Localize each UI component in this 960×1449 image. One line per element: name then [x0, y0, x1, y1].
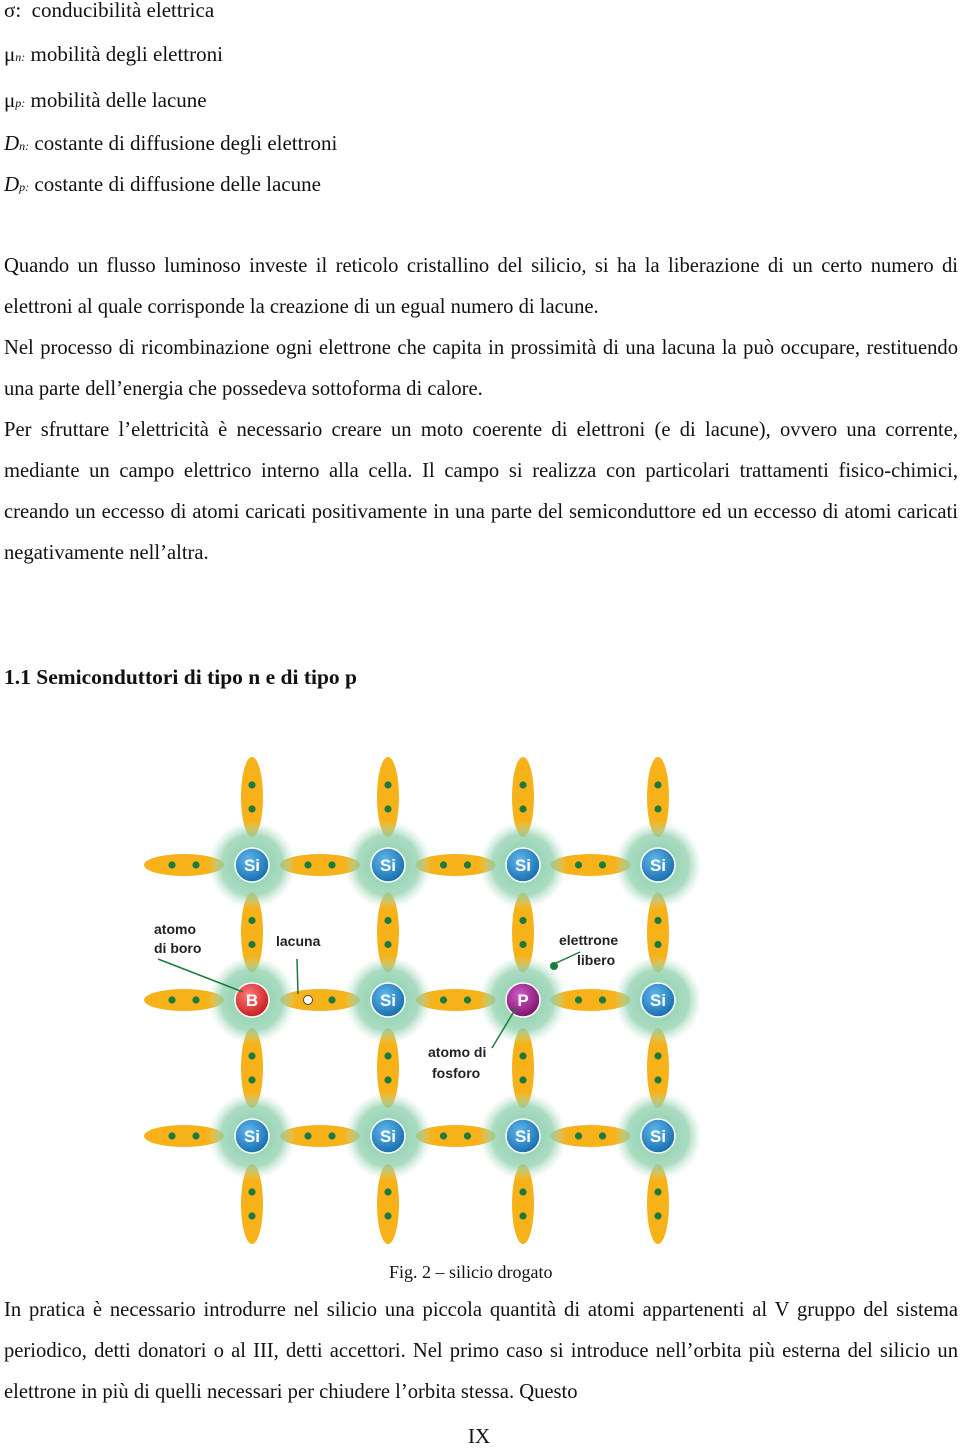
silicon-atom-label: Si: [649, 1127, 667, 1146]
bond-electron: [654, 1076, 661, 1083]
silicon-atom-label: Si: [514, 856, 532, 875]
bond-electron: [654, 941, 661, 948]
symbol-subscript: n:: [19, 139, 30, 153]
symbol: D: [4, 131, 20, 155]
bond-electron: [519, 917, 526, 924]
definition-text: mobilità degli elettroni: [30, 42, 223, 66]
symbol-subscript: p:: [15, 96, 26, 110]
page-number: IX: [468, 1424, 491, 1448]
figure-caption: Fig. 2 – silicio drogato: [389, 1262, 553, 1282]
bond-electron: [654, 1212, 661, 1219]
bond-electron: [519, 941, 526, 948]
section-heading: 1.1 Semiconduttori di tipo n e di tipo p: [4, 665, 358, 689]
bond-electron: [248, 941, 255, 948]
silicon-atom-label: Si: [649, 991, 667, 1010]
free-electron-label-line2: libero: [577, 952, 616, 968]
bond-electron: [384, 1052, 391, 1059]
definition-text: costante di diffusione degli elettroni: [34, 131, 338, 155]
bond-electron: [464, 861, 471, 868]
silicon-atom-label: Si: [379, 1127, 397, 1146]
bond-electron: [440, 1132, 447, 1139]
phosphorus-label-line1: atomo di: [428, 1044, 487, 1060]
bond-electron: [519, 781, 526, 788]
bond-electron: [599, 996, 606, 1003]
silicon-atom-label: Si: [243, 1127, 261, 1146]
boron-label-line1: atomo: [154, 921, 196, 937]
bond-electron: [168, 996, 175, 1003]
bond-electron: [384, 805, 391, 812]
paragraph-electric-field: Per sfruttare l’elettricità è necessario creare un moto coerente di elettroni (e di lacune), ovvero una corrente, mediante un campo elettrico interno alla cella. Il campo si realizza con particolari trattamenti fisico-chimici, creando un eccesso di atomi caricati positivamente in una parte del semiconduttore ed un eccesso di atomi caricati negativamente nell’altra.: [4, 419, 958, 564]
bond-electron: [519, 805, 526, 812]
bond-electron: [575, 1132, 582, 1139]
free-electron: [550, 962, 558, 970]
bond-electron: [519, 1076, 526, 1083]
silicon-lattice-diagram: [140, 756, 700, 1256]
symbol: μ: [4, 88, 16, 112]
bond-electron: [192, 861, 199, 868]
bond-electron: [248, 1212, 255, 1219]
definition-mu-n: [4, 42, 223, 67]
boron-label-line2: di boro: [154, 940, 202, 956]
bond-electron: [384, 781, 391, 788]
definition-text: mobilità delle lacune: [30, 88, 207, 112]
bond-electron: [304, 1132, 311, 1139]
bond-electron: [384, 1212, 391, 1219]
paragraph-recombination: Nel processo di ricombinazione ogni elettrone che capita in prossimità di una lacuna la può occupare, restituendo una parte dell’energia che possedeva sottoforma di calore.: [4, 337, 958, 400]
hole-label: lacuna: [276, 933, 321, 949]
bond-electron: [384, 941, 391, 948]
definition-mu-p: [4, 88, 207, 113]
paragraph-doping: In pratica è necessario introdurre nel silicio una piccola quantità di atomi appartenenti al V gruppo del sistema periodico, detti donatori o al III, detti accettori. Nel primo caso si introduce nell’orbita più esterna del silicio un elettrone in più di quelli necessari per chiudere l’orbita stessa. Questo: [4, 1299, 958, 1403]
bond-electron: [654, 917, 661, 924]
bond-electron: [440, 996, 447, 1003]
symbol-subscript: p:: [19, 180, 30, 194]
silicon-atom-label: Si: [243, 856, 261, 875]
bond-electron: [328, 996, 335, 1003]
free-electron-label-line1: elettrone: [559, 932, 619, 948]
bond-electron: [519, 1052, 526, 1059]
bond-electron: [248, 805, 255, 812]
silicon-atom-label: Si: [649, 856, 667, 875]
bond-electron: [192, 996, 199, 1003]
bond-electron: [599, 861, 606, 868]
bond-electron: [384, 917, 391, 924]
bond-electron: [328, 1132, 335, 1139]
bond-electron: [248, 1188, 255, 1195]
bond-electron: [464, 1132, 471, 1139]
symbol: μ: [4, 42, 16, 66]
bond-electron: [248, 1052, 255, 1059]
symbol: D: [4, 172, 20, 196]
bond-electron: [192, 1132, 199, 1139]
bond-electron: [440, 861, 447, 868]
silicon-atom-label: Si: [514, 1127, 532, 1146]
hole-marker: [304, 996, 313, 1005]
bond-electron: [654, 781, 661, 788]
bond-electron: [384, 1188, 391, 1195]
symbol-subscript: n:: [15, 50, 26, 64]
bond-electron: [168, 861, 175, 868]
silicon-atom-label: Si: [379, 991, 397, 1010]
hole-pointer: [297, 959, 298, 994]
definition-sigma: [4, 0, 214, 23]
silicon-atom-label: Si: [379, 856, 397, 875]
bond-electron: [654, 1188, 661, 1195]
bond-electron: [599, 1132, 606, 1139]
doped-silicon-figure: [140, 756, 700, 1256]
phosphorus-atom-label: P: [517, 991, 529, 1010]
bond-electron: [328, 861, 335, 868]
bond-electron: [519, 1188, 526, 1195]
bond-electron: [168, 1132, 175, 1139]
bond-electron: [654, 805, 661, 812]
definition-d-p: [4, 172, 321, 197]
bond-electron: [654, 1052, 661, 1059]
bond-electron: [384, 1076, 391, 1083]
bond-electron: [248, 1076, 255, 1083]
definition-text: conducibilità elettrica: [31, 0, 215, 22]
paragraph-photogeneration: Quando un flusso luminoso investe il reticolo cristallino del silicio, si ha la liberazione di un certo numero di elettroni al quale corrisponde la creazione di un egual numero di lacune.: [4, 255, 958, 318]
phosphorus-label-line2: fosforo: [432, 1065, 481, 1081]
symbol: σ:: [4, 0, 22, 22]
bond-electron: [248, 917, 255, 924]
bond-electron: [575, 861, 582, 868]
bond-electron: [575, 996, 582, 1003]
definition-d-n: [4, 131, 337, 156]
definition-text: costante di diffusione delle lacune: [34, 172, 321, 196]
boron-atom-label: B: [245, 991, 259, 1010]
bond-electron: [519, 1212, 526, 1219]
bond-electron: [304, 861, 311, 868]
bond-electron: [464, 996, 471, 1003]
bond-electron: [248, 781, 255, 788]
